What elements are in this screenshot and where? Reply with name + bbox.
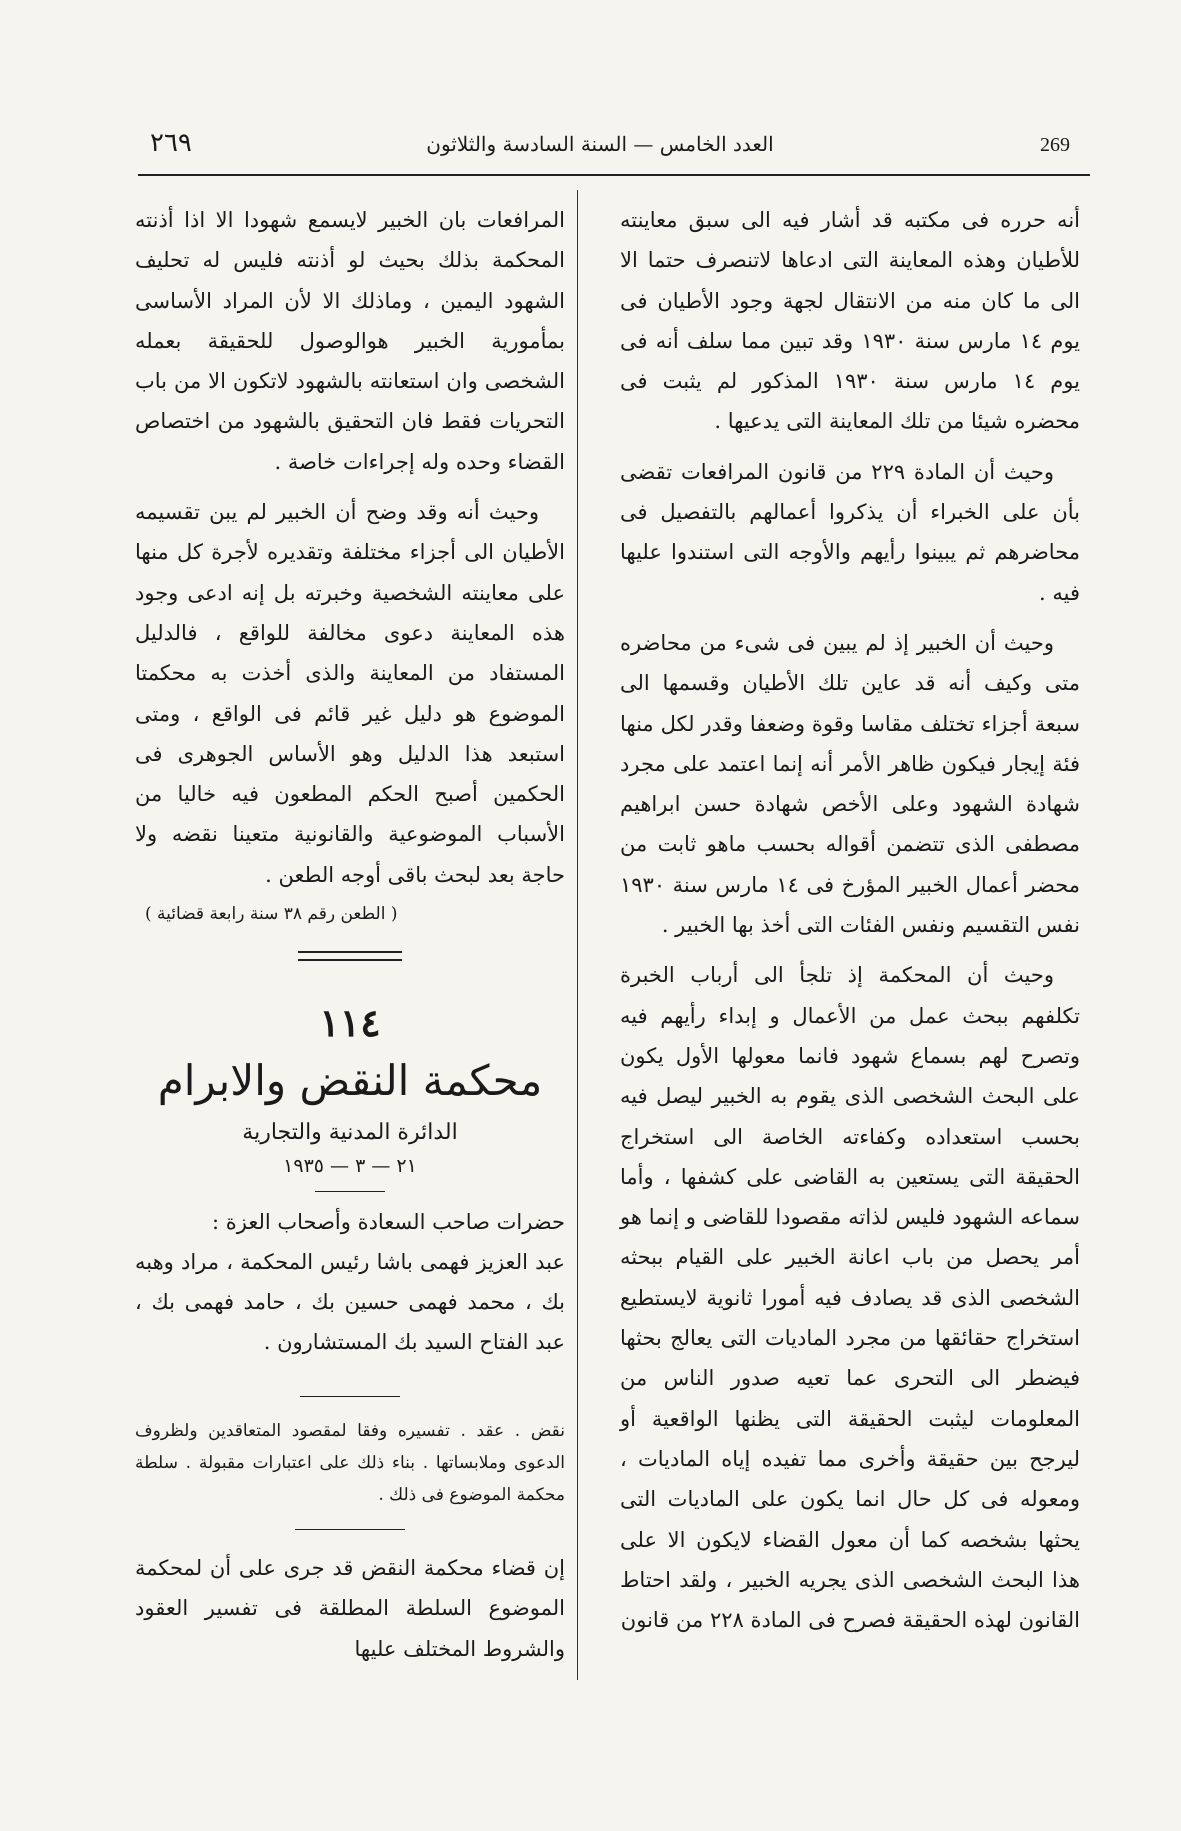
ruling-rule — [295, 1529, 405, 1530]
section-double-rule — [298, 951, 402, 961]
page-number-latin: 269 — [1040, 134, 1070, 156]
presiding-intro: حضرات صاحب السعادة وأصحاب العزة : — [211, 1210, 565, 1235]
right-column — [620, 200, 1080, 1640]
court-name: محكمة النقض والابرام — [157, 1056, 543, 1106]
right-paragraph-4: وحيث أن المحكمة إذ تلجأ الى أرباب الخبرة تكلفهم ببحث عمل من الأعمال و إبداء رأيهم فيه وتصرح لهم بسماع شهود فانما معولها الأول يكون على البحث الشخصى الذى يقوم به الخبير ليصل فيه بحسب استعداده وكفاءته الخاصة الى استخراج الحقيقة التى يستعين به القاضى على كشفها ، وأما سماعه الشهود فليس لذاته مقصودا للقاضى و إنما هو أمر يحصل من باب اعانة الخبير على القيام ببحثه الشخصى الذى قد يصادف فيه أمورا ثانوية لايستطيع استخراج حقائقها من مجرد الماديات التى يعالج بحثها فيضطر الى التحرى عما تعيه صدور الناس من المعلومات ليثبت الحقيقة التى يظنها الواقعية أو ليرجح بين حقيقة وأخرى مما تفيده إياه الماديات ، ومعوله فى كل حال انما يكون على الماديات التى يحثها بشخصه كما أن معول القضاء لايكون الا على هذا البحث الشخصى الذى يجريه الخبير ، ولقد احتاط القانون لهذه الحقيقة فصرح فى المادة ٢٢٨ من قانون — [620, 963, 1080, 1633]
headnote-rule — [300, 1396, 400, 1397]
left-paragraph-2: وحيث أنه وقد وضح أن الخبير لم يبن تقسيمه الأطيان الى أجزاء مختلفة وتقديره لأجرة كل منها على معاينته الشخصية وخبرته بل إنه ادعى وجود هذه المعاينة دعوى مخالفة للواقع ، فالدليل المستفاد من المعاينة والذى أخذت به محكمتا الموضوع هو دليل غير قائم فى الواقع ، ومتى استبعد هذا الدليل وهو الأساس الجوهرى فى الحكمين أصبح الحكم المطعون فيه خاليا من الأسباب الموضوعية والقانونية متعينا نقضه ولا حاجة بعد لبحث باقى أوجه الطعن . — [135, 500, 565, 887]
left-paragraph-1: المرافعات بان الخبير لايسمع شهودا الا اذا أذنته المحكمة بذلك بحيث لو أذنته فليس له تحليف الشهود اليمين ، وماذلك الا لأن المراد الأساسى بمأمورية الخبير هوالوصول للحقيقة بعمله الشخصى وان استعانته بالشهود لاتكون الا من باب التحريات فقط فان التحقيق بالشهود من اختصاص القضاء وحده وله إجراءات خاصة . — [135, 208, 565, 474]
ruling-start: إن قضاء محكمة النقض قد جرى على أن لمحكمة الموضوع السلطة المطلقة فى تفسير العقود والشروط المختلف عليها — [135, 1556, 565, 1661]
right-paragraph-3: وحيث أن الخبير إذ لم يبين فى شىء من محاضره متى وكيف أنه قد عاين تلك الأطيان وقسمها الى سبعة أجزاء تختلف مقاسا وقوة وضعفا وقدر لكل منها فئة إيجار فيكون ظاهر الأمر أنه إنما اعتمد على مجرد شهادة الشهود وعلى الأخص شهادة حسن ابراهيم مصطفى الذى تتضمن أقواله بحسب ماهو ثابت من محضر أعمال الخبير المؤرخ فى ١٤ مارس سنة ١٩٣٠ نفس التقسيم ونفس الفئات التى أخذ بها الخبير . — [620, 630, 1081, 938]
case-number: ١١٤ — [319, 1000, 381, 1046]
ruling-date: ٢١ — ٣ — ١٩٣٥ — [283, 1155, 417, 1178]
column-divider — [577, 190, 578, 1680]
running-header-title: العدد الخامس — السنة السادسة والثلاثون — [426, 132, 774, 156]
right-paragraph-1: أنه حرره فى مكتبه قد أشار فيه الى سبق معاينته للأطيان وهذه المعاينة التى ادعاها لاتنصرف حتما الا الى ما كان منه من الانتقال لجهة وجود الأطيان فى يوم ١٤ مارس سنة ١٩٣٠ وقد تبين مما سلف أنه فى يوم ١٤ مارس سنة ١٩٣٠ المذكور لم يثبت فى محضره شيئا من تلك المعاينة التى يدعيها . — [620, 208, 1081, 434]
header-rule — [138, 174, 1090, 176]
court-circuit: الدائرة المدنية والتجارية — [242, 1120, 458, 1146]
appeal-citation: ( الطعن رقم ٣٨ سنة رابعة قضائية ) — [145, 904, 398, 925]
judges-list: عبد العزيز فهمى باشا رئيس المحكمة ، مراد وهبه بك ، محمد فهمى حسين بك ، حامد فهمى بك ، عبد الفتاح السيد بك المستشارون . — [135, 1250, 565, 1355]
right-paragraph-2: وحيث أن المادة ٢٢٩ من قانون المرافعات تقضى بأن على الخبراء أن يذكروا أعمالهم بالتفصيل فى محاضرهم ثم يبينوا رأيهم والأوجه التى استندوا عليها فيه . — [620, 459, 1081, 605]
page-number-arabic: ٢٦٩ — [150, 128, 192, 158]
date-rule — [315, 1191, 385, 1192]
headnote: نقض . عقد . تفسيره وفقا لمقصود المتعاقدين ولظروف الدعوى وملابساتها . بناء ذلك على اعتبارات مقبولة . سلطة محكمة الموضوع فى ذلك . — [135, 1421, 565, 1506]
left-column — [135, 200, 565, 1669]
